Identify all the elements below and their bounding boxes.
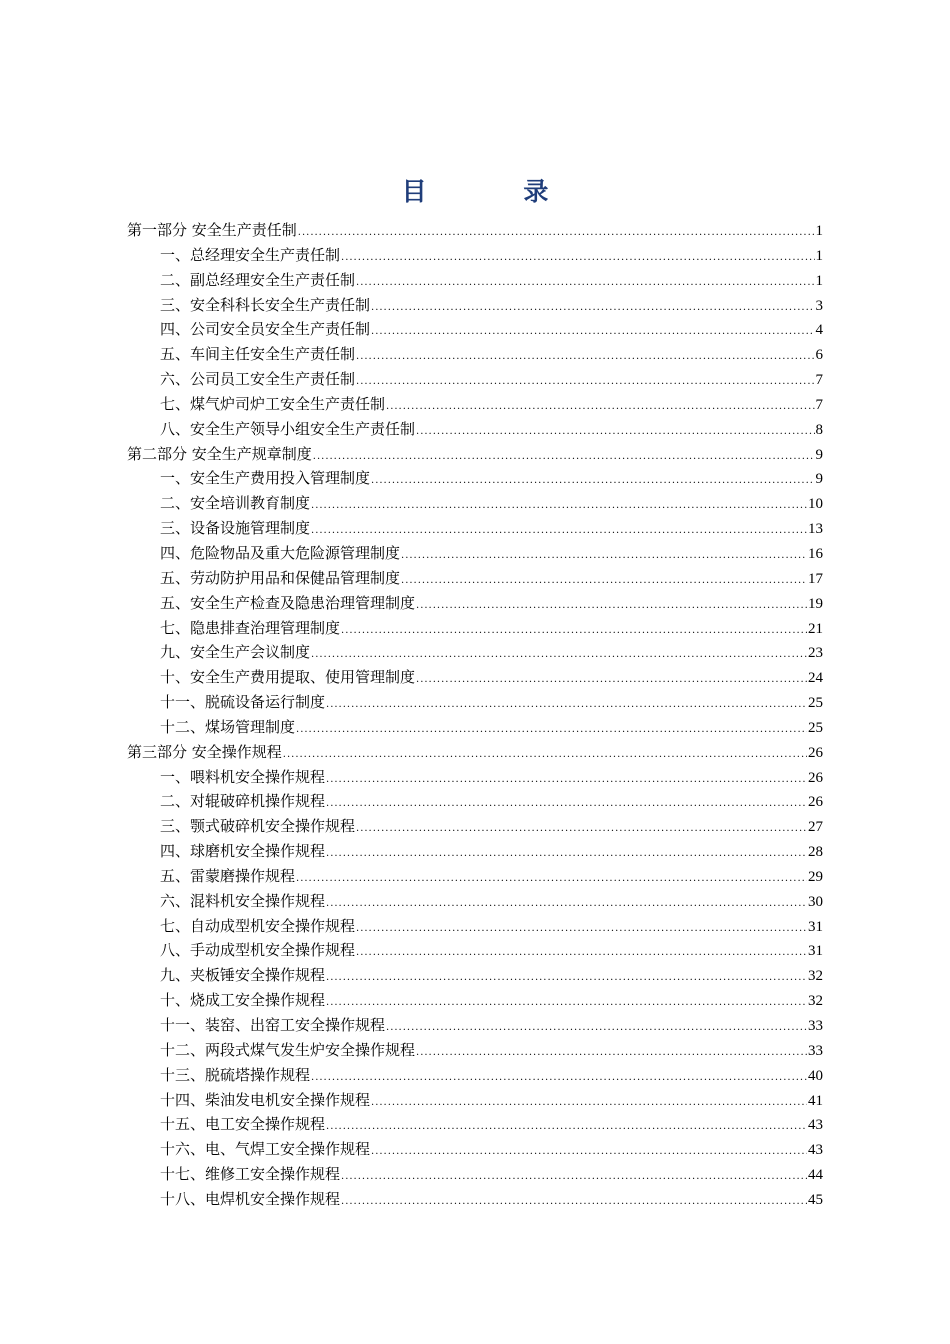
toc-entry-title: 三、设备设施管理制度 <box>160 519 311 538</box>
toc-entry[interactable] <box>127 1137 823 1162</box>
toc-entry-title: 四、危险物品及重大危险源管理制度 <box>160 543 401 562</box>
toc-page-number: 7 <box>815 396 823 413</box>
toc-entry-title: 七、自动成型机安全操作规程 <box>160 916 356 935</box>
toc-entry[interactable] <box>127 789 823 814</box>
toc-page-number: 26 <box>808 794 823 811</box>
toc-page-number: 13 <box>808 521 823 538</box>
toc-dot-leader <box>356 370 814 392</box>
toc-entry-title: 五、劳动防护用品和保健品管理制度 <box>160 568 401 587</box>
toc-entry-title: 第二部分 安全生产规章制度 <box>127 444 312 463</box>
toc-entry-title: 一、安全生产费用投入管理制度 <box>160 469 371 488</box>
toc-section-entry[interactable] <box>127 442 823 467</box>
toc-page-number: 45 <box>808 1191 823 1208</box>
toc-entry[interactable] <box>127 417 823 442</box>
toc-entry-title: 第三部分 安全操作规程 <box>127 742 282 761</box>
toc-page-number: 3 <box>815 297 823 314</box>
toc-entry-title: 十八、电焊机安全操作规程 <box>160 1189 341 1208</box>
toc-entry[interactable] <box>127 541 823 566</box>
toc-page-number: 25 <box>808 719 823 736</box>
toc-entry-title: 十一、脱硫设备运行制度 <box>160 693 326 712</box>
toc-page-number: 33 <box>808 1018 823 1034</box>
toc-page-number: 1 <box>815 247 823 264</box>
toc-dot-leader <box>416 668 807 690</box>
toc-entry-title: 九、安全生产会议制度 <box>160 643 311 662</box>
toc-entry[interactable] <box>127 640 823 665</box>
toc-entry-title: 三、安全科科长安全生产责任制 <box>160 295 371 314</box>
toc-page-number: 44 <box>808 1167 823 1184</box>
toc-page-number: 41 <box>808 1092 823 1109</box>
toc-dot-leader <box>371 1091 807 1113</box>
toc-dot-leader <box>341 246 814 268</box>
toc-entry-title: 十四、柴油发电机安全操作规程 <box>160 1090 371 1109</box>
toc-entry-title: 五、雷蒙磨操作规程 <box>160 866 296 885</box>
toc-entry-title: 八、手动成型机安全操作规程 <box>160 941 356 960</box>
toc-page-number: 19 <box>808 595 823 612</box>
toc-page-number: 26 <box>808 769 823 786</box>
toc-dot-leader <box>371 1140 807 1162</box>
toc-dot-leader <box>326 768 807 790</box>
toc-dot-leader <box>313 445 815 467</box>
toc-entry[interactable] <box>127 715 823 740</box>
toc-entry[interactable] <box>127 293 823 318</box>
toc-page-number: 27 <box>808 819 823 836</box>
toc-entry[interactable] <box>127 591 823 616</box>
toc-entry[interactable] <box>127 1162 823 1187</box>
toc-entry[interactable] <box>127 1013 823 1038</box>
toc-entry-title: 三、颚式破碎机安全操作规程 <box>160 817 356 836</box>
toc-dot-leader <box>326 1115 807 1137</box>
toc-dot-leader <box>401 569 807 591</box>
toc-dot-leader <box>296 867 807 889</box>
toc-title: 目 录 <box>401 177 593 206</box>
toc-entry[interactable] <box>127 690 823 715</box>
toc-entry[interactable] <box>127 914 823 939</box>
toc-dot-leader <box>311 519 807 541</box>
toc-dot-leader <box>326 966 807 988</box>
toc-dot-leader <box>371 320 814 342</box>
toc-dot-leader <box>311 494 807 516</box>
toc-entry-title: 六、公司员工安全生产责任制 <box>160 370 356 389</box>
toc-dot-leader <box>341 1190 807 1212</box>
toc-entry[interactable] <box>127 342 823 367</box>
toc-page-number: 43 <box>808 1142 823 1159</box>
toc-page-number: 32 <box>808 993 823 1010</box>
toc-entry[interactable] <box>127 466 823 491</box>
toc-entry[interactable] <box>127 367 823 392</box>
toc-entry[interactable] <box>127 268 823 293</box>
toc-page-number: 26 <box>808 744 823 761</box>
toc-dot-leader <box>371 296 814 318</box>
toc-page-number: 21 <box>808 620 823 637</box>
toc-entry-title: 五、车间主任安全生产责任制 <box>160 345 356 364</box>
toc-entry[interactable] <box>127 988 823 1013</box>
toc-dot-leader <box>386 1016 807 1038</box>
toc-entry-title: 十五、电工安全操作规程 <box>160 1115 326 1134</box>
toc-page-number: 7 <box>815 372 823 389</box>
toc-page-number: 8 <box>815 421 823 438</box>
toc-page-number: 23 <box>808 645 823 662</box>
toc-dot-leader <box>341 619 807 641</box>
toc-dot-leader <box>326 991 807 1013</box>
toc-entry[interactable] <box>127 1112 823 1137</box>
toc-entry[interactable] <box>127 963 823 988</box>
toc-entry[interactable] <box>127 616 823 641</box>
toc-entry-title: 四、球磨机安全操作规程 <box>160 842 326 861</box>
toc-page-number: 1 <box>815 223 823 239</box>
toc-entry[interactable] <box>127 814 823 839</box>
toc-dot-leader <box>326 892 807 914</box>
toc-entry[interactable] <box>127 516 823 541</box>
toc-entry[interactable] <box>127 566 823 591</box>
toc-section-entry[interactable] <box>127 740 823 765</box>
toc-entry-title: 二、副总经理安全生产责任制 <box>160 270 356 289</box>
toc-entry-title: 四、公司安全员安全生产责任制 <box>160 320 371 339</box>
toc-page-number: 40 <box>808 1067 823 1084</box>
toc-entry-title: 二、对辊破碎机操作规程 <box>160 792 326 811</box>
toc-page-number: 6 <box>815 347 823 364</box>
toc-entry-title: 九、夹板锤安全操作规程 <box>160 966 326 985</box>
toc-entry-title: 七、煤气炉司炉工安全生产责任制 <box>160 394 386 413</box>
toc-page-number: 33 <box>808 1042 823 1059</box>
toc-page-number: 9 <box>815 446 823 463</box>
toc-page-number: 29 <box>808 868 823 885</box>
toc-dot-leader <box>416 594 807 616</box>
toc-page-number: 1 <box>815 272 823 289</box>
toc-page-number: 31 <box>808 918 823 935</box>
toc-entry-title: 一、总经理安全生产责任制 <box>160 245 341 264</box>
toc-entry-title: 十一、装窑、出窑工安全操作规程 <box>160 1016 386 1034</box>
toc-entry-title: 十六、电、气焊工安全操作规程 <box>160 1140 371 1159</box>
toc-dot-leader <box>386 395 814 417</box>
toc-page-number: 16 <box>808 545 823 562</box>
toc-dot-leader <box>298 221 815 243</box>
toc-dot-leader <box>341 1165 807 1187</box>
toc-page-number: 9 <box>815 471 823 488</box>
toc-entry[interactable] <box>127 1063 823 1088</box>
toc-entry-title: 十三、脱硫塔操作规程 <box>160 1065 311 1084</box>
toc-entry[interactable] <box>127 889 823 914</box>
toc-dot-leader <box>416 1041 807 1063</box>
toc-entry-title: 七、隐患排查治理管理制度 <box>160 618 341 637</box>
toc-dot-leader <box>356 271 814 293</box>
toc-dot-leader <box>311 643 807 665</box>
toc-page-number: 24 <box>808 670 823 687</box>
toc-entry[interactable] <box>127 665 823 690</box>
toc-entry-title: 十七、维修工安全操作规程 <box>160 1165 341 1184</box>
toc-page-number: 25 <box>808 695 823 712</box>
toc-page-number: 4 <box>815 322 823 339</box>
toc-dot-leader <box>356 345 814 367</box>
toc-entry-title: 二、安全培训教育制度 <box>160 494 311 513</box>
toc-page-number: 28 <box>808 844 823 861</box>
toc-entry[interactable] <box>127 491 823 516</box>
toc-entry-title: 五、安全生产检查及隐患治理管理制度 <box>160 593 416 612</box>
toc-page-number: 10 <box>808 496 823 513</box>
toc-dot-leader <box>356 817 807 839</box>
toc-dot-leader <box>356 941 807 963</box>
toc-entry-title: 六、混料机安全操作规程 <box>160 891 326 910</box>
toc-page-number: 17 <box>808 570 823 587</box>
toc-entry-title: 十、烧成工安全操作规程 <box>160 991 326 1010</box>
toc-dot-leader <box>283 743 807 765</box>
table-of-contents <box>127 218 823 1212</box>
toc-dot-leader <box>326 792 807 814</box>
toc-dot-leader <box>356 917 807 939</box>
toc-entry[interactable] <box>127 317 823 342</box>
toc-entry-title: 八、安全生产领导小组安全生产责任制 <box>160 419 416 438</box>
toc-entry[interactable] <box>127 1038 823 1063</box>
toc-entry-title: 十二、煤场管理制度 <box>160 717 296 736</box>
toc-page-number: 32 <box>808 968 823 985</box>
toc-dot-leader <box>371 469 814 491</box>
toc-page-number: 30 <box>808 893 823 910</box>
toc-dot-leader <box>311 1066 807 1088</box>
toc-page-number: 43 <box>808 1117 823 1134</box>
toc-entry[interactable] <box>127 839 823 864</box>
toc-entry-title: 十、安全生产费用提取、使用管理制度 <box>160 668 416 687</box>
toc-entry[interactable] <box>127 1088 823 1113</box>
toc-section-entry[interactable] <box>127 218 823 243</box>
toc-dot-leader <box>296 718 807 740</box>
toc-entry[interactable] <box>127 864 823 889</box>
toc-entry-title: 一、喂料机安全操作规程 <box>160 767 326 786</box>
toc-entry[interactable] <box>127 938 823 963</box>
toc-dot-leader <box>326 693 807 715</box>
toc-page-number: 31 <box>808 943 823 960</box>
toc-dot-leader <box>326 842 807 864</box>
toc-entry[interactable] <box>127 1187 823 1212</box>
toc-entry-title: 十二、两段式煤气发生炉安全操作规程 <box>160 1040 416 1059</box>
toc-entry-title: 第一部分 安全生产责任制 <box>127 221 297 239</box>
toc-entry[interactable] <box>127 243 823 268</box>
toc-dot-leader <box>401 544 807 566</box>
toc-dot-leader <box>416 420 814 442</box>
toc-entry[interactable] <box>127 765 823 790</box>
toc-entry[interactable] <box>127 392 823 417</box>
